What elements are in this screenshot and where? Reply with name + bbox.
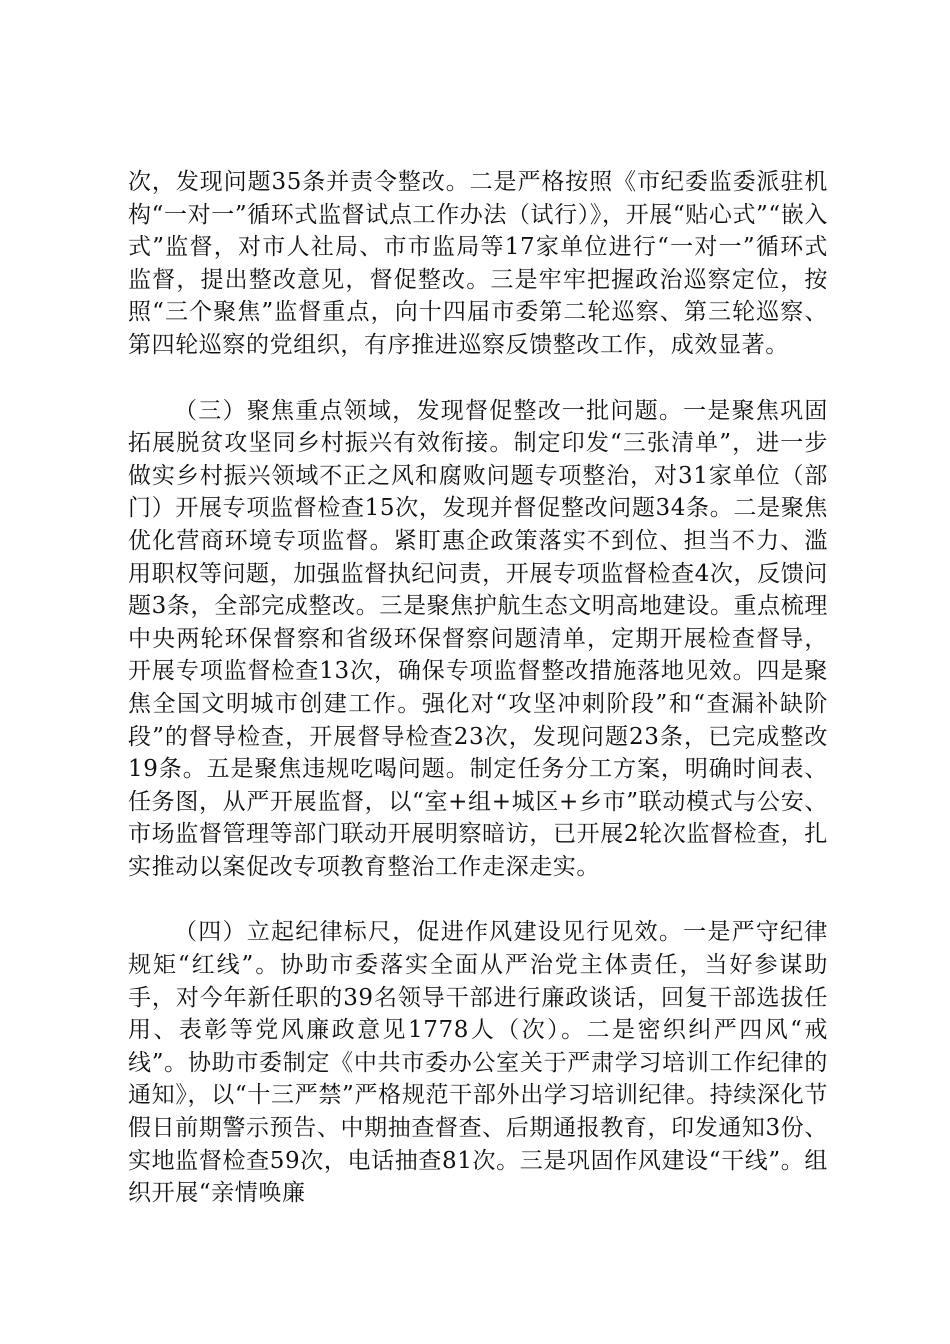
paragraph-inspection-rectification: 次，发现问题35条并责令整改。二是严格按照《市纪委监委派驻机构“一对一”循环式监督试点工作办法（试行）》，开展“贴心式”“嵌入式”监督，对市人社局、市市监局等17家单位进行“一对一”循环式监督，提出整改意见，督促整改。三是牢牢把握政治巡察定位，按照“三个聚焦”监督重点，向十四届市委第二轮巡察、第三轮巡察、第四轮巡察的党组织，有序推进巡察反馈整改工作，成效显著。 [128, 169, 828, 358]
paragraph-discipline-standards: （四）立起纪律标尺，促进作风建设见行见效。一是严守纪律规矩“红线”。协助市委落实全面从严治党主体责任，当好参谋助手，对今年新任职的39名领导干部进行廉政谈话，回复干部选拔任用、表彰等党风廉政意见1778人（次）。二是密织纠严四风“戒线”。协助市委制定《中共市委办公室关于严肃学习培训工作纪律的通知》，以“十三严禁”严格规范干部外出学习培训纪律。持续深化节假日前期警示预告、中期抽查督查、后期通报教育，印发通知3份、实地监督检查59次，电话抽查81次。三是巩固作风建设“干线”。组织开展“亲情唤廉 [128, 919, 828, 1207]
paragraph-key-areas-supervision: （三）聚焦重点领域，发现督促整改一批问题。一是聚焦巩固拓展脱贫攻坚同乡村振兴有效衔接。制定印发“三张清单”，进一步做实乡村振兴领域不正之风和腐败问题专项整治，对31家单位（部门）开展专项监督检查15次，发现并督促整改问题34条。二是聚焦优化营商环境专项监督。紧盯惠企政策落实不到位、担当不力、滥用职权等问题，加强监督执纪问责，开展专项监督检查4次，反馈问题3条，全部完成整改。三是聚焦护航生态文明高地建设。重点梳理中央两轮环保督察和省级环保督察问题清单，定期开展检查督导，开展专项监督检查13次，确保专项监督整改措施落地见效。四是聚焦全国文明城市创建工作。强化对“攻坚冲刺阶段”和“查漏补缺阶段”的督导检查，开展督导检查23次，发现问题23条，已完成整改19条。五是聚焦违规吃喝问题。制定任务分工方案，明确时间表、任务图，从严开展监督，以“室+组+城区+乡市”联动模式与公安、市场监督管理等部门联动开展明察暗访，已开展2轮次监督检查，扎实推动以案促改专项教育整治工作走深走实。 [128, 397, 828, 880]
paragraph-gap [128, 883, 828, 916]
paragraph-gap [128, 362, 828, 395]
document-page [128, 166, 828, 1210]
